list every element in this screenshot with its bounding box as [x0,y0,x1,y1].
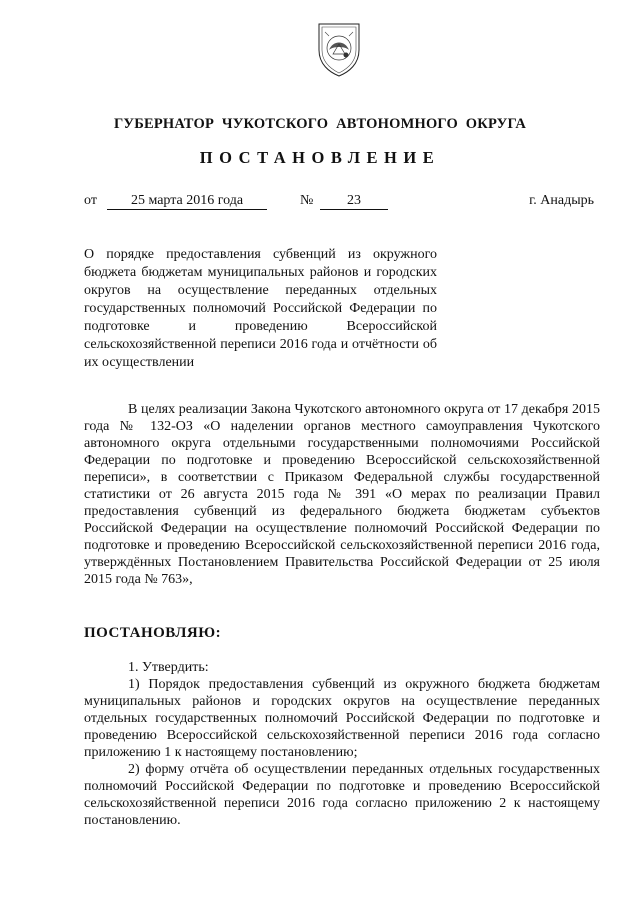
document-type-title: ПОСТАНОВЛЕНИЕ [199,148,441,167]
clauses-list [84,659,600,829]
document-subject: О порядке предоставления субвенций из окружного бюджета бюджетам муниципальных районов и городских округов на осуществление переданных отдельных государственных полномочий Российской Федерации по подготовке и проведению Всероссийской сельскохозяйственной переписи 2016 года и отчётности об их осуществлении [84,247,437,370]
clause-1-item-2: 2) форму отчёта об осуществлении переданных отдельных государственных полномочий Российской Федерации по подготовке и проведению Всероссийской сельскохозяйственной переписи 2016 года согласно приложению 2 к настоящему постановлению. [84,762,600,828]
clause-1-item-1: 1) Порядок предоставления субвенций из окружного бюджета бюджетам муниципальных районов и городских округов на осуществление переданных отдельных государственных полномочий Российской Федерации по подготовке и проведению Всероссийской сельскохозяйственной переписи 2016 года согласно приложению 1 к настоящему постановлению; [84,677,600,760]
clause-1: 1. Утвердить: [128,660,209,675]
resolve-heading: ПОСТАНОВЛЯЮ: [84,625,222,641]
number-sign-label: № [300,193,314,208]
issuing-authority: ГУБЕРНАТОР ЧУКОТСКОГО АВТОНОМНОГО ОКРУГА [113,116,527,132]
coat-of-arms-emblem-icon [315,20,363,78]
issue-city: г. Анадырь [529,193,594,208]
document-number: 23 [320,193,388,210]
document-date: 25 марта 2016 года [107,193,267,210]
preamble-paragraph: В целях реализации Закона Чукотского автономного округа от 17 декабря 2015 года № 132-ОЗ «О наделении органов местного самоуправления Чукотского автономного округа отдельными государственными полномочиями Российской Федерации по подготовке и проведению Всероссийской сельскохозяйственной переписи», в соответствии с Приказом Федеральной службы государственной статистики от 26 августа 2015 года № 391 «О мерах по реализации Правил предоставления субвенций из федерального бюджета бюджетам субъектов Российской Федерации на осуществление полномочий Российской Федерации по подготовке и проведению Всероссийской сельскохозяйственной переписи 2016 года, утверждённых Постановлением Правительства Российской Федерации от 25 июля 2015 года № 763», [84,402,600,587]
date-prefix-label: от [84,193,97,208]
